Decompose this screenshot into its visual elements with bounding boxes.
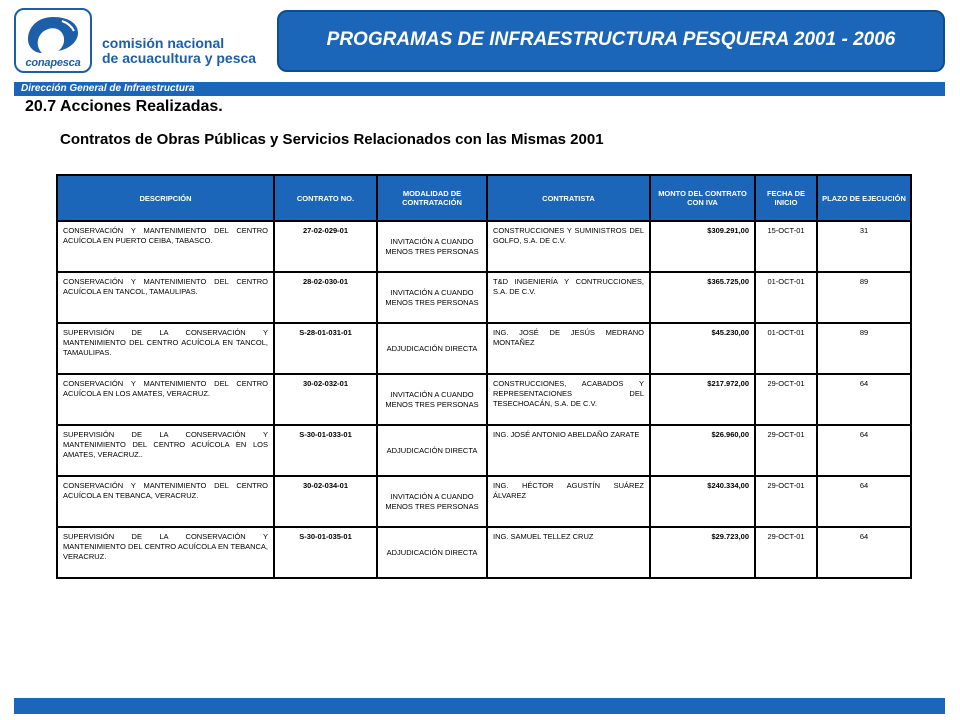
table-row [57,272,911,323]
cell-contractor: T&D INGENIERÍA Y CONTRUCCIONES, S.A. DE C.V. [487,272,650,323]
cell-term: 31 [817,221,911,272]
cell-contractor: CONSTRUCCIONES, ACABADOS Y REPRESENTACIONES DEL TESECHOACÁN, S.A. DE C.V. [487,374,650,425]
col-header-contractor: CONTRATISTA [487,175,650,221]
table-row [57,323,911,374]
cell-description: CONSERVACIÓN Y MANTENIMIENTO DEL CENTRO ACUÍCOLA EN LOS AMATES, VERACRUZ. [57,374,274,425]
title-banner [277,10,945,72]
cell-modality: ADJUDICACIÓN DIRECTA [377,323,487,374]
col-header-amount: MONTO DEL CONTRATO CON IVA [650,175,755,221]
col-header-description: DESCRIPCIÓN [57,175,274,221]
contracts-table [56,174,912,579]
conapesca-logo [14,8,92,73]
cell-contractor: ING. JOSÉ DE JESÚS MEDRANO MONTAÑEZ [487,323,650,374]
cell-amount: $26.960,00 [650,425,755,476]
org-line-2: de acuacultura y pesca [102,50,257,66]
cell-amount: $365.725,00 [650,272,755,323]
cell-contractor: ING. HÉCTOR AGUSTÍN SUÁREZ ÁLVAREZ [487,476,650,527]
org-line-1: comisión nacional [102,35,225,51]
col-header-start-date: FECHA DE INICIO [755,175,817,221]
table-header-row [57,175,911,221]
cell-amount: $217.972,00 [650,374,755,425]
col-header-modality: MODALIDAD DE CONTRATACIÓN [377,175,487,221]
table-row [57,425,911,476]
table-row [57,374,911,425]
cell-start-date: 15-OCT-01 [755,221,817,272]
cell-amount: $309.291,00 [650,221,755,272]
cell-contract: 30-02-034-01 [274,476,377,527]
table-row [57,221,911,272]
section-title: 20.7 Acciones Realizadas. [25,98,223,115]
cell-modality: ADJUDICACIÓN DIRECTA [377,425,487,476]
cell-description: SUPERVISIÓN DE LA CONSERVACIÓN Y MANTENIMIENTO DEL CENTRO ACUÍCOLA EN TANCOL, TAMAULIPAS. [57,323,274,374]
cell-contractor: ING. SAMUEL TELLEZ CRUZ [487,527,650,578]
cell-start-date: 01-OCT-01 [755,272,817,323]
cell-start-date: 29-OCT-01 [755,527,817,578]
organization-name [102,36,256,66]
cell-description: CONSERVACIÓN Y MANTENIMIENTO DEL CENTRO ACUÍCOLA EN PUERTO CEIBA, TABASCO. [57,221,274,272]
cell-description: CONSERVACIÓN Y MANTENIMIENTO DEL CENTRO ACUÍCOLA EN TANCOL, TAMAULIPAS. [57,272,274,323]
cell-contractor: ING. JOSÉ ANTONIO ABELDAÑO ZARATE [487,425,650,476]
cell-contract: 28-02-030-01 [274,272,377,323]
cell-description: CONSERVACIÓN Y MANTENIMIENTO DEL CENTRO ACUÍCOLA EN TEBANCA, VERACRUZ. [57,476,274,527]
cell-start-date: 01-OCT-01 [755,323,817,374]
cell-term: 89 [817,323,911,374]
direction-label: Dirección General de Infraestructura [21,83,195,94]
direction-bar [14,82,945,96]
cell-modality: INVITACIÓN A CUANDO MENOS TRES PERSONAS [377,221,487,272]
cell-description: SUPERVISIÓN DE LA CONSERVACIÓN Y MANTENIMIENTO DEL CENTRO ACUÍCOLA EN LOS AMATES, VERACRUZ.. [57,425,274,476]
cell-contract: S-30-01-035-01 [274,527,377,578]
cell-term: 64 [817,374,911,425]
table-row [57,527,911,578]
col-header-contract: CONTRATO NO. [274,175,377,221]
table-row [57,476,911,527]
cell-modality: INVITACIÓN A CUANDO MENOS TRES PERSONAS [377,476,487,527]
table-subtitle: Contratos de Obras Públicas y Servicios Relacionados con las Mismas 2001 [60,131,604,148]
cell-contract: S-28-01-031-01 [274,323,377,374]
cell-contractor: CONSTRUCCIONES Y SUMINISTROS DEL GOLFO, S.A. DE C.V. [487,221,650,272]
logo-word: conapesca [25,57,81,69]
cell-contract: S-30-01-033-01 [274,425,377,476]
cell-term: 64 [817,476,911,527]
cell-start-date: 29-OCT-01 [755,476,817,527]
cell-amount: $240.334,00 [650,476,755,527]
cell-term: 64 [817,425,911,476]
cell-start-date: 29-OCT-01 [755,374,817,425]
cell-term: 89 [817,272,911,323]
banner-title: PROGRAMAS DE INFRAESTRUCTURA PESQUERA 2001 - 2006 [326,29,896,50]
col-header-term: PLAZO DE EJECUCIÓN [817,175,911,221]
fish-logo-icon [22,13,84,57]
cell-start-date: 29-OCT-01 [755,425,817,476]
cell-term: 64 [817,527,911,578]
cell-modality: INVITACIÓN A CUANDO MENOS TRES PERSONAS [377,374,487,425]
cell-description: SUPERVISIÓN DE LA CONSERVACIÓN Y MANTENIMIENTO DEL CENTRO ACUÍCOLA EN TEBANCA, VERACRUZ. [57,527,274,578]
footer-bar [14,698,945,714]
cell-contract: 27-02-029-01 [274,221,377,272]
cell-amount: $29.723,00 [650,527,755,578]
cell-amount: $45.230,00 [650,323,755,374]
cell-modality: INVITACIÓN A CUANDO MENOS TRES PERSONAS [377,272,487,323]
cell-contract: 30-02-032-01 [274,374,377,425]
cell-modality: ADJUDICACIÓN DIRECTA [377,527,487,578]
